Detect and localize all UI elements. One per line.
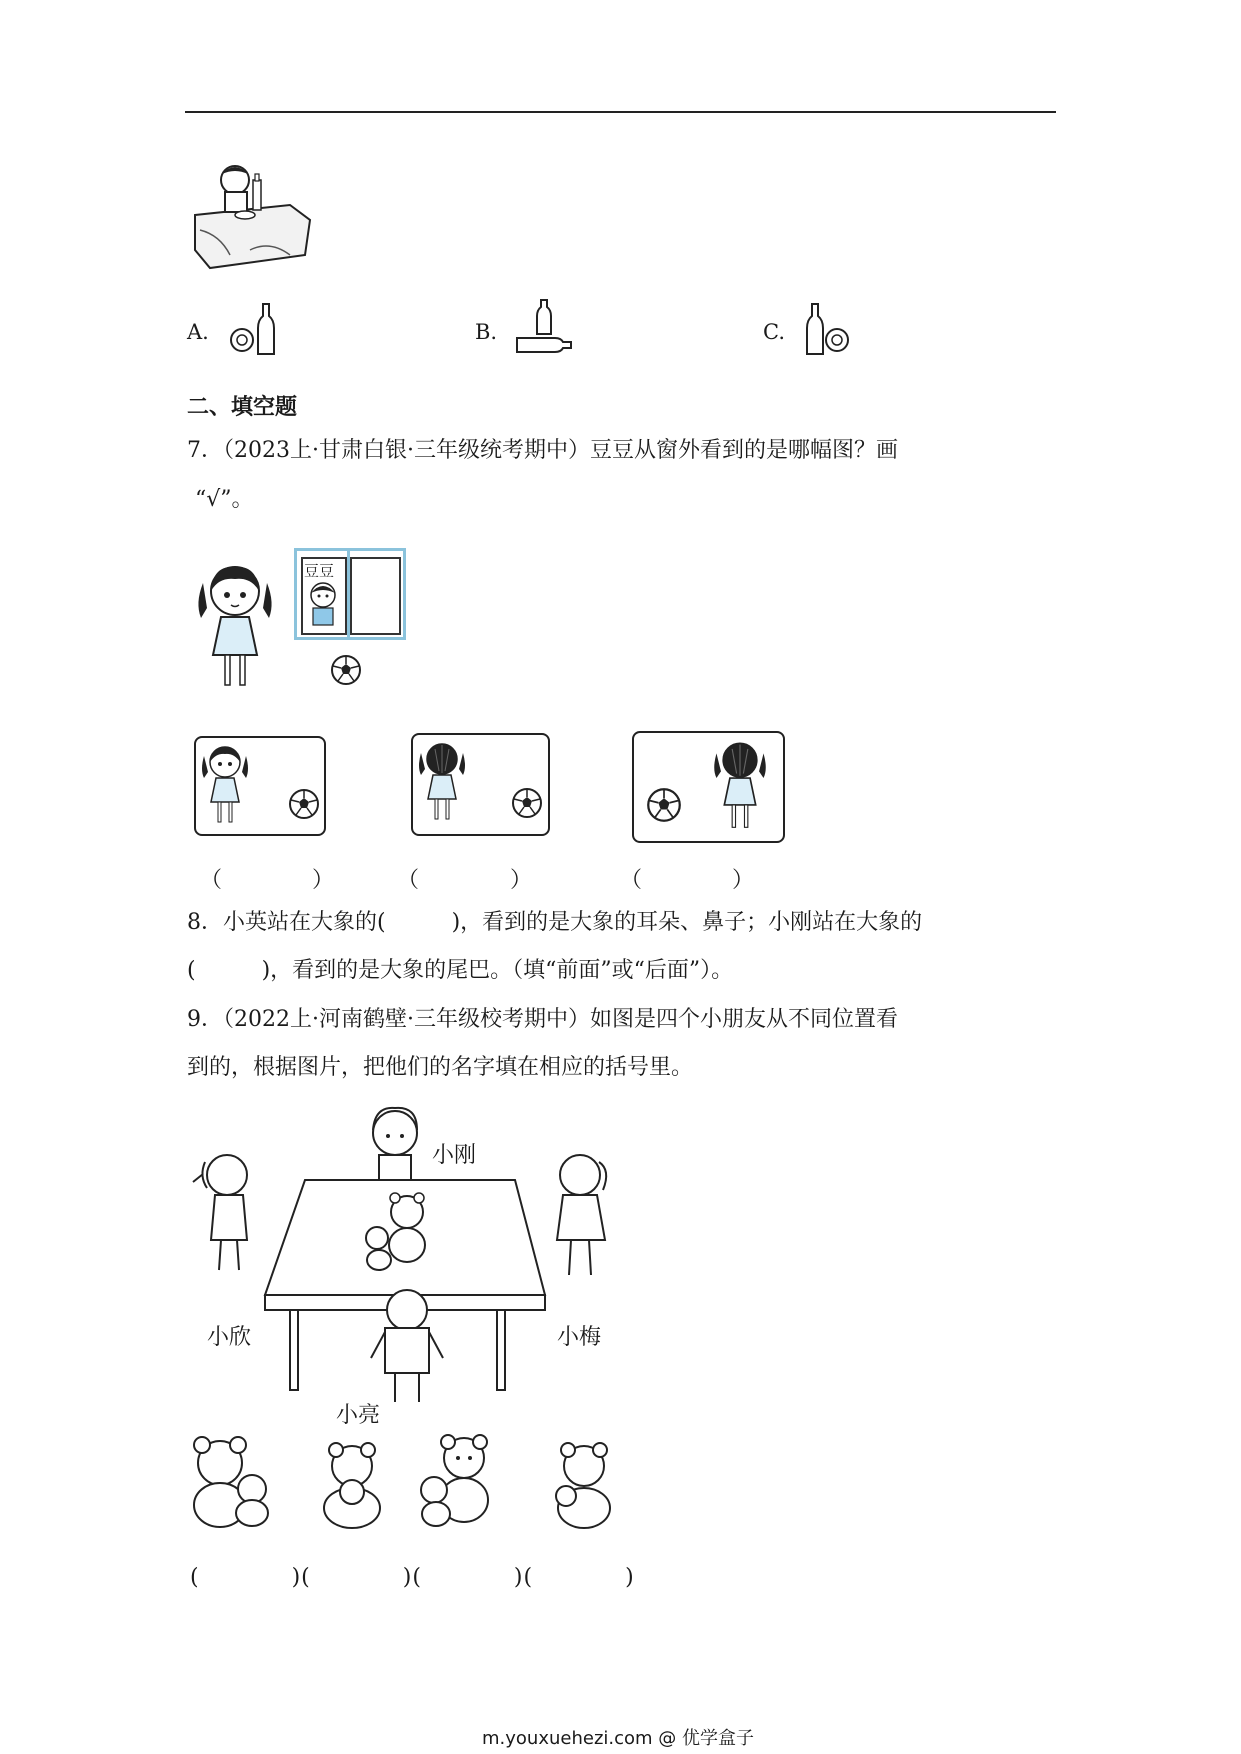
section-title: 二、填空题	[187, 395, 298, 420]
footer-watermark: m.youxuehezi.com @ 优学盒子	[482, 1728, 755, 1749]
name-label-top: 小刚	[432, 1143, 477, 1168]
header-rule	[185, 111, 1056, 113]
bear-view-2-icon	[318, 1438, 386, 1530]
q7-text-line1: 7．（2023上·甘肃白银·三年级统考期中）豆豆从窗外看到的是哪幅图？画	[187, 438, 898, 463]
girl-front-small-icon	[200, 744, 250, 828]
q7-answer-3-open: （	[620, 868, 643, 893]
name-label-bottom: 小亮	[336, 1403, 381, 1428]
girl-back-icon	[712, 739, 768, 835]
q7-answer-2-open: （	[397, 868, 420, 893]
q7-text-line2: “√”。	[195, 487, 254, 512]
q7-option-card-1[interactable]	[194, 736, 326, 836]
q7-answer-3-close: ）	[732, 868, 755, 893]
soccer-ball-icon	[330, 654, 362, 686]
girl-front-illustration	[195, 563, 275, 693]
table-scene-illustration	[185, 1100, 635, 1420]
doudou-face-icon	[307, 581, 339, 627]
q7-answer-2-close: ）	[510, 868, 533, 893]
bottle-and-plate-right-icon	[803, 298, 853, 356]
option-c-label: C.	[763, 320, 785, 344]
name-label-right: 小梅	[557, 1325, 602, 1350]
bottle-and-plate-icon	[228, 298, 278, 356]
bear-view-1-icon	[190, 1433, 275, 1528]
window-sign: 豆豆	[304, 562, 335, 580]
window-right-pane	[350, 557, 401, 635]
q9-text-line2: 到的，根据图片，把他们的名字填在相应的括号里。	[187, 1055, 694, 1080]
option-a-label: A.	[187, 320, 209, 344]
q9-text-line1: 9．（2022上·河南鹤壁·三年级校考期中）如图是四个小朋友从不同位置看	[187, 1007, 898, 1032]
bottle-lying-icon	[515, 298, 575, 356]
q7-answer-1-close: ）	[312, 868, 335, 893]
girl-back-small-icon	[417, 741, 467, 825]
q7-option-card-2[interactable]	[411, 733, 550, 836]
q7-answer-1-open: （	[200, 868, 223, 893]
soccer-ball-icon	[288, 788, 320, 820]
soccer-ball-icon	[511, 787, 543, 819]
q8-text-line1: 8．小英站在大象的( )，看到的是大象的耳朵、鼻子；小刚站在大象的	[187, 910, 923, 935]
name-label-left: 小欣	[207, 1325, 252, 1350]
bear-view-3-icon	[412, 1432, 498, 1530]
soccer-ball-icon	[646, 787, 682, 823]
window-frame	[294, 548, 406, 640]
option-b-label: B.	[475, 320, 498, 344]
q7-option-card-3[interactable]	[632, 731, 785, 843]
q9-answer-parens: ( )( )( )( )	[190, 1565, 635, 1590]
bear-view-4-icon	[552, 1438, 616, 1530]
boy-at-table-illustration	[190, 160, 320, 275]
q8-text-line2: ( )，看到的是大象的尾巴。（填“前面”或“后面”）。	[187, 958, 734, 983]
